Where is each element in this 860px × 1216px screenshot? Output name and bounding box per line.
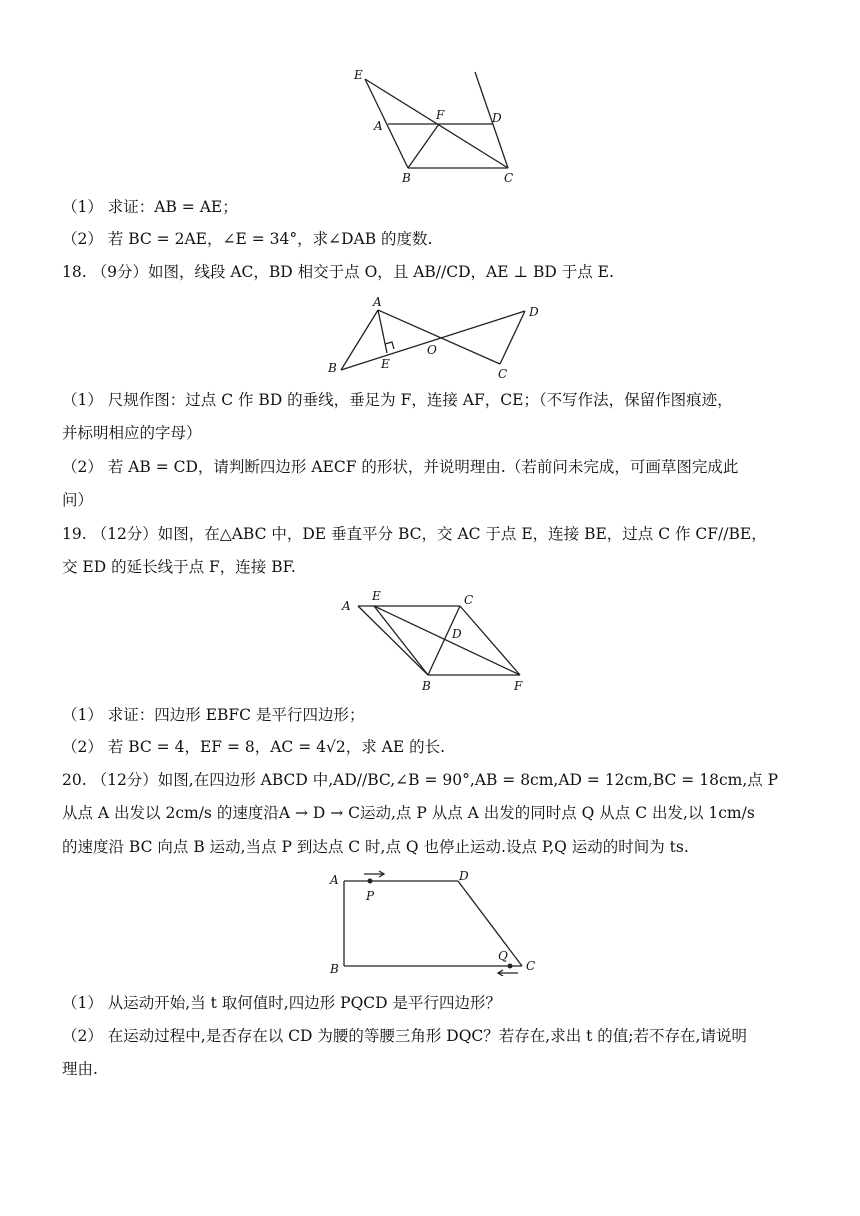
fig18-label-O: O (427, 343, 437, 357)
q18-stem: 18. （9分）如图，线段 AC，BD 相交于点 O，且 AB//CD，AE ⊥ BD 于点 E. (62, 263, 614, 281)
fig19-label-E: E (372, 589, 381, 603)
fig19-label-B: B (422, 679, 431, 693)
fig17-label-C: C (504, 171, 514, 185)
q20-stem-line1: 20. （12分）如图,在四边形 ABCD 中,AD//BC,∠B = 90°,AB = 8cm,AD = 12cm,BC = 18cm,点 P (62, 771, 779, 789)
q20-stem-line3: 的速度沿 BC 向点 B 运动,当点 P 到达点 C 时,点 Q 也停止运动.设点 P,Q 运动的时间为 ts. (62, 838, 689, 856)
q18-part1-line1: （1） 尺规作图：过点 C 作 BD 的垂线，垂足为 F，连接 AF，CE；（不写作法，保留作图痕迹， (62, 391, 733, 409)
q18-part2-line2: 问） (62, 491, 94, 509)
figure-17 (340, 62, 540, 192)
fig18-label-E: E (381, 357, 390, 371)
q18-part2-line1: （2） 若 AB = CD，请判断四边形 AECF 的形状，并说明理由.（若前问未完成，可画草图完成此 (62, 458, 739, 476)
q19-part2: （2） 若 BC = 4，EF = 8，AC = 4√2，求 AE 的长. (62, 738, 446, 756)
fig20-label-D: D (459, 869, 469, 883)
figure-20 (326, 866, 546, 976)
fig19-label-F: F (514, 679, 523, 693)
fig18-label-A: A (373, 295, 382, 309)
figure-19 (336, 586, 536, 694)
fig19-label-A: A (342, 599, 351, 613)
fig20-label-B: B (330, 962, 339, 976)
q19-stem-line2: 交 ED 的延长线于点 F，连接 BF. (62, 558, 296, 576)
fig20-label-P: P (366, 889, 375, 903)
fig20-label-C: C (526, 959, 536, 973)
fig20-label-Q: Q (498, 949, 508, 963)
q19-stem-line1: 19. （12分）如图，在△ABC 中，DE 垂直平分 BC，交 AC 于点 E，连接 BE，过点 C 作 CF//BE， (62, 525, 767, 543)
q20-stem-line2: 从点 A 出发以 2cm/s 的速度沿A → D → C运动,点 P 从点 A 出发的同时点 Q 从点 C 出发,以 1cm/s (62, 804, 755, 822)
fig17-label-E: E (354, 68, 363, 82)
fig18-label-C: C (498, 367, 508, 381)
q20-part2-line2: 理由. (62, 1060, 98, 1078)
q19-part1: （1） 求证：四边形 EBFC 是平行四边形； (62, 706, 365, 724)
fig17-label-F: F (436, 108, 445, 122)
fig17-label-A: A (374, 119, 383, 133)
fig19-label-C: C (464, 593, 474, 607)
q18-part1-line2: 并标明相应的字母） (62, 424, 202, 442)
fig19-label-D: D (452, 627, 462, 641)
fig17-label-D: D (492, 111, 502, 125)
q17-part1: （1） 求证：AB = AE； (62, 198, 238, 216)
q20-part2-line1: （2） 在运动过程中,是否存在以 CD 为腰的等腰三角形 DQC？若存在,求出 t 的值;若不存在,请说明 (62, 1027, 747, 1045)
fig18-label-B: B (328, 361, 337, 375)
q17-part2: （2） 若 BC = 2AE，∠E = 34°，求∠DAB 的度数. (62, 230, 433, 248)
fig17-label-B: B (402, 171, 411, 185)
q20-part1: （1） 从运动开始,当 t 取何值时,四边形 PQCD 是平行四边形？ (62, 994, 502, 1012)
fig18-label-D: D (529, 305, 539, 319)
fig20-label-A: A (330, 873, 339, 887)
figure-18 (322, 292, 552, 384)
